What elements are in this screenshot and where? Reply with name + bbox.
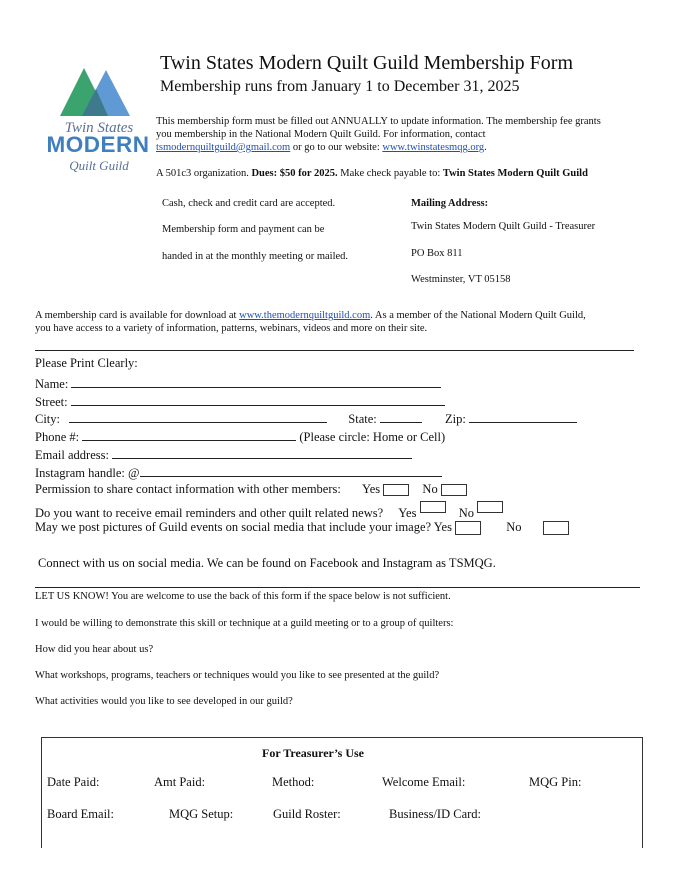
questions-divider: [35, 587, 640, 588]
permission-yes-checkbox[interactable]: [383, 484, 409, 496]
street-label: Street:: [35, 395, 68, 409]
org-dues-line: [156, 168, 588, 179]
treasurer-use-box: [41, 737, 643, 848]
permission-no-checkbox[interactable]: [441, 484, 467, 496]
mailing-address-label: Mailing Address:: [411, 198, 489, 209]
post-pictures-yes-label: Yes: [433, 520, 452, 534]
email-label: Email address:: [35, 448, 109, 462]
method-label: Method:: [272, 775, 315, 789]
city-row: [35, 410, 577, 427]
payment-line-3: handed in at the monthly meeting or mailed.: [162, 251, 349, 262]
page-title: Twin States Modern Quilt Guild Membership Form: [160, 52, 574, 74]
mqg-setup-label: MQG Setup:: [169, 807, 234, 821]
permission-question: Permission to share contact information with other members:: [35, 482, 341, 496]
mailing-line-1: Twin States Modern Quilt Guild - Treasurer: [411, 221, 596, 232]
card-line-1: [35, 310, 586, 321]
post-pictures-yes-checkbox[interactable]: [455, 521, 481, 535]
email-row: [35, 446, 412, 463]
social-media-note: Connect with us on social media. We can be found on Facebook and Instagram as TSMQG.: [38, 556, 496, 570]
state-label: State:: [348, 412, 377, 426]
name-label: Name:: [35, 377, 69, 391]
email-reminders-question: Do you want to receive email reminders and other quilt related news?: [35, 506, 384, 520]
intro-line-1: This membership form must be filled out ANNUALLY to update information. The membership fee grants: [156, 116, 601, 127]
business-card-label: Business/ID Card:: [389, 807, 482, 821]
email-reminders-yes-checkbox[interactable]: [420, 501, 446, 513]
mailing-line-2: PO Box 811: [411, 248, 463, 259]
name-field[interactable]: [71, 375, 441, 388]
permission-yes-label: Yes: [361, 482, 381, 496]
intro-line-3: [156, 142, 487, 153]
card-line-2: you have access to a variety of information, patterns, webinars, videos and more on their site.: [35, 323, 428, 334]
logo-text-twin-states: Twin States: [64, 120, 134, 136]
mqg-pin-label: MQG Pin:: [529, 775, 582, 789]
email-reminders-no-checkbox[interactable]: [477, 501, 503, 513]
mountain-logo-icon: [40, 64, 150, 124]
permission-no-label: No: [422, 482, 438, 496]
treasurer-box-title: For Treasurer’s Use: [262, 746, 364, 760]
email-reminders-row: [35, 501, 503, 521]
page-subtitle: Membership runs from January 1 to December 31, 2025: [160, 78, 520, 95]
post-pictures-row: [35, 520, 569, 535]
card-text-b: . As a member of the National Modern Quilt Guild,: [370, 310, 586, 321]
section-divider: [35, 350, 634, 351]
permission-row: [35, 482, 467, 497]
zip-label: Zip:: [444, 412, 466, 426]
email-reminders-no-label: No: [458, 506, 474, 520]
date-paid-label: Date Paid:: [47, 775, 100, 789]
zip-field[interactable]: [469, 410, 577, 423]
phone-row: [35, 428, 445, 445]
logo-text-quilt-guild: Quilt Guild: [69, 158, 129, 173]
email-reminders-yes-label: Yes: [398, 506, 417, 520]
name-row: [35, 375, 441, 392]
intro-line-2: you membership in the National Modern Quilt Guild. For information, contact: [156, 129, 486, 140]
org-text: A 501c3 organization.: [156, 168, 252, 179]
print-clearly-label: Please Print Clearly:: [35, 356, 138, 370]
instagram-label: Instagram handle: @: [35, 466, 140, 480]
phone-field[interactable]: [82, 428, 296, 441]
question-workshops: What workshops, programs, teachers or techniques would you like to see presented at the guild?: [35, 670, 440, 681]
question-heard-about: How did you hear about us?: [35, 644, 154, 655]
intro-period: .: [484, 142, 487, 153]
guild-roster-label: Guild Roster:: [273, 807, 341, 821]
street-field[interactable]: [71, 393, 445, 406]
payee-text: Twin States Modern Quilt Guild: [442, 168, 588, 179]
instagram-field[interactable]: [140, 464, 442, 477]
card-text-a: A membership card is available for download at: [35, 310, 240, 321]
payment-line-2: Membership form and payment can be: [162, 224, 325, 235]
question-demonstrate: I would be willing to demonstrate this skill or technique at a guild meeting or to a group of quilters:: [35, 618, 454, 629]
phone-type-note: (Please circle: Home or Cell): [299, 430, 446, 444]
post-pictures-question: May we post pictures of Guild events on social media that include your image?: [35, 520, 432, 534]
post-pictures-no-checkbox[interactable]: [543, 521, 569, 535]
guild-email-link[interactable]: tsmodernquiltguild@gmail.com: [156, 142, 291, 153]
mailing-line-3: Westminster, VT 05158: [411, 274, 511, 285]
question-activities: What activities would you like to see developed in our guild?: [35, 696, 293, 707]
instagram-row: [35, 464, 442, 481]
board-email-label: Board Email:: [47, 807, 114, 821]
welcome-email-label: Welcome Email:: [382, 775, 466, 789]
payable-text: Make check payable to:: [337, 168, 443, 179]
questions-intro: LET US KNOW! You are welcome to use the back of this form if the space below is not sufficient.: [35, 591, 451, 602]
state-field[interactable]: [380, 410, 422, 423]
email-field[interactable]: [112, 446, 412, 459]
post-pictures-no-label: No: [506, 520, 522, 534]
dues-text: Dues: $50 for 2025.: [251, 168, 338, 179]
street-row: [35, 393, 445, 410]
city-field[interactable]: [69, 410, 327, 423]
intro-or-text: or go to our website:: [290, 142, 383, 153]
guild-logo: [40, 64, 150, 184]
payment-line-1: Cash, check and credit card are accepted.: [162, 198, 336, 209]
logo-text-modern: MODERN: [46, 132, 150, 157]
amt-paid-label: Amt Paid:: [154, 775, 206, 789]
mqg-website-link[interactable]: www.themodernquiltguild.com: [239, 310, 371, 321]
guild-website-link[interactable]: www.twinstatesmqg.org: [382, 142, 485, 153]
city-label: City:: [35, 412, 61, 426]
phone-label: Phone #:: [35, 430, 80, 444]
